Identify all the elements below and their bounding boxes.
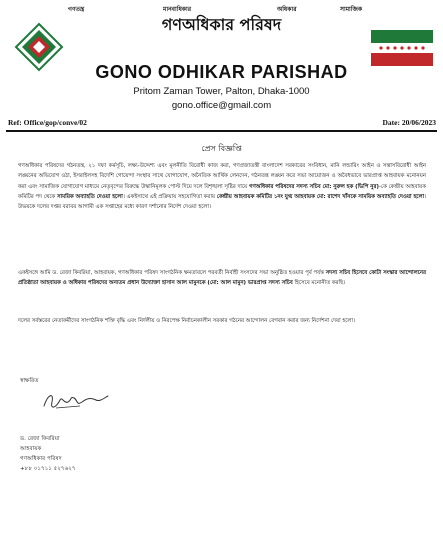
- party-flag-icon: [371, 30, 433, 66]
- signatory-org: গণঅধিকার পরিষদ: [20, 456, 62, 462]
- p2-c: হিসেবে মনোনীত করছি।: [292, 280, 346, 287]
- date: Date: 20/06/2023: [382, 118, 436, 127]
- p2-a: একইসঙ্গে আমি ড. রেজা কিবরিয়া, আহবায়ক, গণঅধিকার পরিষদ সাংগঠনিক ক্ষমতাবলে পরবর্তী নির্বাহী সংসদের সভা অনুষ্ঠিত হওয়ার পূর্ব পর্যন্ত: [18, 270, 326, 276]
- signatory-name: ড. রেজা কিবরিয়া: [20, 436, 60, 442]
- p1-b: গণঅধিকার পরিষদের সদস্য সচিব মো: নুরুল হক (ভিপি নুর): [248, 183, 379, 190]
- reference-line: [8, 118, 436, 130]
- p1-a: গণঅধিকার পরিষদের গঠনতন্ত্র, ২১ দফা কর্মসূচি, লক্ষ্য-উদ্দেশ্য এবং মূলনীতি বিরোধী কাজ করা, গণপ্রজাতন্ত্রী বাংলাদেশ সরকারের সংবিধান, মানি লন্ডারিং আইন ও সন্ত্রাসবিরোধী আইন লঙ্ঘনের অভিযোগ ওঠা, ইসরাইলসহ বিদেশি গোয়েন্দা সংস্থার সাথে যোগাযোগ, অনৈতিক আর্থিক লেনদেন, গঠনতন্ত্র লঙ্ঘন করে সভা আয়োজন ও অবৈধভাবে ভারপ্রাপ্ত আহবায়ক মনোনয়ন করা এবং সামাজিক যোগাযোগ মাধ্যমে নেতৃবৃন্দের বিরুদ্ধে উস্কানিমূলক পোস্ট দিয়ে দলে বিশৃঙ্খলা সৃষ্টির দায়ে: [18, 163, 426, 190]
- motto-4: সামাজিক: [340, 6, 363, 13]
- reference-number: Ref: Office/gop/conve/02: [8, 118, 87, 127]
- paragraph-1: [18, 161, 426, 212]
- address: Pritom Zaman Tower, Palton, Dhaka-1000: [133, 86, 310, 97]
- press-release-heading: প্রেস বিজ্ঞপ্তি: [201, 144, 242, 153]
- motto-2: মানবাধিকার: [163, 6, 192, 13]
- paragraph-3: দলের সর্বস্তরের নেতাকর্মীদের সাংগঠনিক শক্তি বৃদ্ধি এবং নির্দলীয় ও নিরপেক্ষ নির্বাচনকালীন সরকার গঠনের আন্দোলন বেগবান করার জন্য নির্দেশনা দেয়া হলো।: [18, 318, 355, 324]
- email: gono.office@gmail.com: [171, 100, 272, 111]
- signatory-role: আহবায়ক: [20, 446, 42, 452]
- p2-b: সদস্য সচিব হিসেবে কোটা সংস্কার আন্দোলনের প্রতিষ্ঠাতা আহবায়ক ও অধিকার পরিষদের অন্যতম প্রধান উদ্যোক্তা হাসান আল মামুনকে (মো: আল মামুন) ভারপ্রাপ্ত সদস্য সচিব: [18, 270, 426, 287]
- handwritten-signature-icon: [40, 388, 110, 414]
- signatory-details: [20, 434, 75, 474]
- p1-e: । একইসাথে এই প্রক্রিয়ায় সহযোগিতা করায়: [122, 193, 217, 200]
- p1-c: -কে কেন্দ্রীয় আহবায়ক কমিটির পদ থেকে: [18, 183, 427, 200]
- signed-label: স্বাক্ষরিত: [20, 378, 39, 384]
- p1-f: কেন্দ্রীয় আহবায়ক কমিটির ১নং যুগ্ম আহবায়ক মো: রাশেদ খাঁনকে সাময়িক অব্যাহতি দেওয়া হলো: [216, 193, 425, 200]
- divider: [6, 130, 437, 132]
- title-bengali: গণঅধিকার পরিষদ: [161, 15, 282, 34]
- p1-g: । উভয়কে দলের দপ্তর বরাবর আগামী এক সপ্তাহের মধ্যে কারণ দর্শানোর নির্দেশ দেওয়া হলো।: [18, 193, 426, 211]
- motto-3: অধিকার: [277, 6, 297, 13]
- motto-1: গণতন্ত্র: [68, 6, 85, 13]
- paragraph-2: [18, 268, 426, 289]
- title-english: GONO ODHIKAR PARISHAD: [95, 62, 348, 82]
- p1-d: সাময়িক অব্যাহতি দেওয়া হলো: [57, 193, 123, 200]
- signatory-phone: +৮৮ ০১৭১১ ৫২৭৬২৭: [20, 466, 76, 472]
